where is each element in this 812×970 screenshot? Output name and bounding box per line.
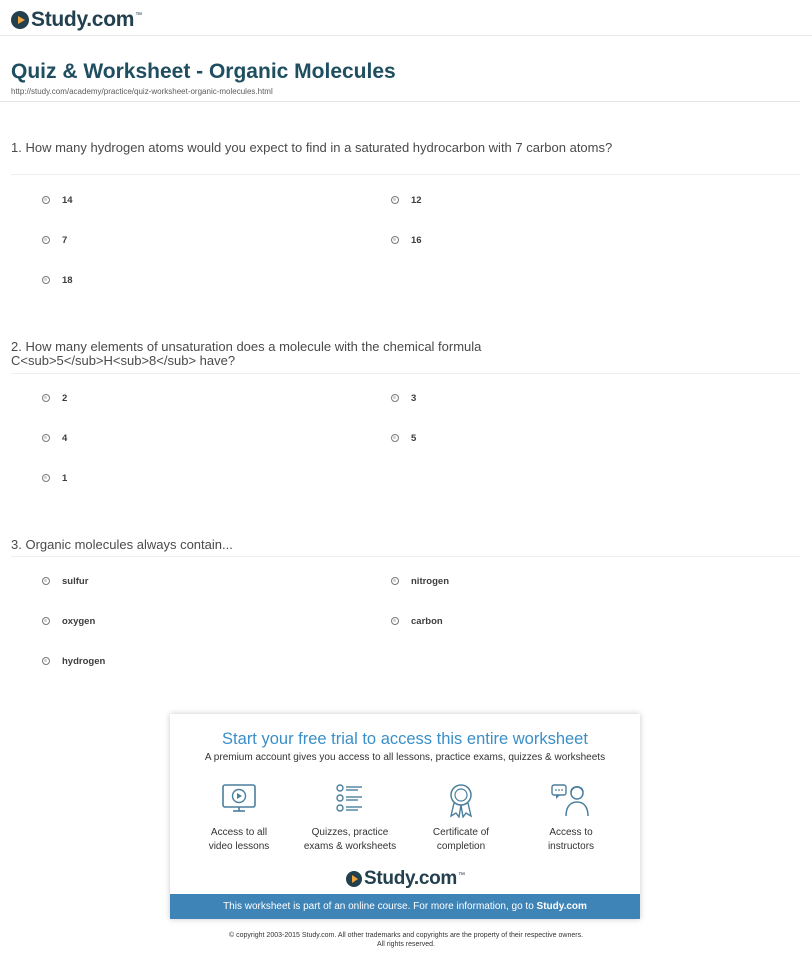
option-label: 3 (411, 392, 417, 404)
question-1-divider (11, 174, 800, 175)
logo-trademark: ™ (458, 872, 466, 879)
feature-certificate (406, 782, 516, 854)
header-divider (0, 35, 812, 36)
radio-button[interactable] (42, 617, 50, 625)
radio-button[interactable] (42, 394, 50, 402)
question-1-option-a[interactable] (42, 193, 73, 207)
question-1-option-b[interactable] (391, 193, 422, 207)
promo-title[interactable]: Start your free trial to access this entire worksheet (222, 730, 588, 748)
question-3-option-c[interactable] (42, 614, 95, 628)
page-url[interactable]: http://study.com/academy/practice/quiz-worksheet-organic-molecules.html (11, 87, 273, 96)
feature-label-line1: Quizzes, practice (311, 827, 389, 838)
question-2-option-e[interactable] (42, 471, 67, 485)
radio-button[interactable] (391, 434, 399, 442)
free-trial-promo (170, 714, 640, 919)
radio-button[interactable] (391, 617, 399, 625)
question-3-divider (11, 556, 800, 557)
copyright-line1: © copyright 2003-2015 Study.com. All other trademarks and copyrights are the property of their respective owners. (228, 932, 584, 939)
radio-button[interactable] (391, 394, 399, 402)
promo-info-bar (170, 894, 640, 919)
feature-label-line2: completion (436, 841, 486, 852)
study-logo[interactable] (11, 8, 142, 32)
feature-quizzes (295, 782, 405, 854)
radio-button[interactable] (391, 196, 399, 204)
question-1-option-d[interactable] (391, 233, 422, 247)
feature-label-line1: Certificate of (432, 827, 490, 838)
radio-button[interactable] (42, 657, 50, 665)
feature-instructors (516, 782, 626, 854)
radio-button[interactable] (42, 236, 50, 244)
radio-button[interactable] (42, 196, 50, 204)
logo-text: Study.com (364, 868, 458, 889)
feature-video-lessons (184, 782, 294, 854)
question-1-text: 1. How many hydrogen atoms would you expect to find in a saturated hydrocarbon with 7 carbon atoms? (11, 140, 613, 155)
option-label: 14 (62, 194, 73, 206)
quiz-list-icon (330, 782, 370, 818)
option-label: hydrogen (62, 655, 106, 667)
feature-label-line1: Access to (549, 827, 593, 838)
question-2-option-c[interactable] (42, 431, 67, 445)
question-2-text: 2. How many elements of unsaturation does a molecule with the chemical formula C<sub>5</sub>H<sub>8</sub> have? (11, 339, 482, 368)
option-label: carbon (411, 615, 443, 627)
copyright-notice (0, 931, 812, 949)
radio-button[interactable] (42, 577, 50, 585)
question-2-option-a[interactable] (42, 391, 67, 405)
question-2-option-b[interactable] (391, 391, 416, 405)
feature-label-line2: instructors (547, 841, 595, 852)
promo-subtitle: A premium account gives you access to all lessons, practice exams, quizzes & worksheets (204, 752, 606, 763)
question-1-option-c[interactable] (42, 233, 67, 247)
copyright-line2: All rights reserved. (377, 941, 435, 948)
question-3-text: 3. Organic molecules always contain... (11, 537, 233, 552)
option-label: 7 (62, 234, 68, 246)
radio-button[interactable] (42, 474, 50, 482)
feature-label-line2: exams & worksheets (303, 841, 397, 852)
page-title: Quiz & Worksheet - Organic Molecules (11, 60, 396, 83)
promo-bar-link[interactable]: Study.com (536, 901, 587, 912)
question-3-option-e[interactable] (42, 654, 105, 668)
option-label: oxygen (62, 615, 96, 627)
radio-button[interactable] (391, 236, 399, 244)
instructor-icon (549, 782, 593, 818)
radio-button[interactable] (391, 577, 399, 585)
option-label: 16 (411, 234, 422, 246)
option-label: nitrogen (411, 575, 449, 587)
radio-button[interactable] (42, 434, 50, 442)
option-label: 2 (62, 392, 68, 404)
feature-label-line1: Access to all (210, 827, 268, 838)
option-label: 12 (411, 194, 422, 206)
question-3-option-a[interactable] (42, 574, 88, 588)
logo-trademark: ™ (135, 12, 143, 19)
play-logo-icon (11, 11, 29, 29)
question-3-option-d[interactable] (391, 614, 443, 628)
logo-text: Study.com (31, 8, 135, 31)
option-label: 5 (411, 432, 417, 444)
play-logo-icon (346, 871, 362, 887)
promo-bar-text: This worksheet is part of an online course. For more information, go to (223, 901, 534, 912)
certificate-icon (441, 782, 481, 818)
option-label: 18 (62, 274, 73, 286)
title-divider (0, 101, 800, 102)
option-label: 1 (62, 472, 68, 484)
question-1-option-e[interactable] (42, 273, 73, 287)
question-3-option-b[interactable] (391, 574, 449, 588)
question-2-option-d[interactable] (391, 431, 416, 445)
promo-study-logo[interactable] (346, 868, 465, 890)
option-label: 4 (62, 432, 68, 444)
question-2-divider (11, 373, 800, 374)
radio-button[interactable] (42, 276, 50, 284)
feature-label-line2: video lessons (208, 841, 270, 852)
option-label: sulfur (62, 575, 89, 587)
video-lesson-icon (219, 782, 259, 818)
